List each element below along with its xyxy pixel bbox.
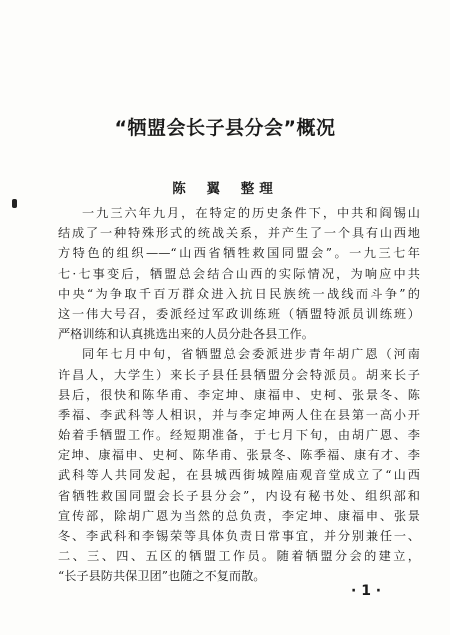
text-line: 始着手牺盟工作。经短期准备，于七月下旬，由胡广恩、李 xyxy=(58,428,420,443)
text-line: 季福、李武科等人相识，并与李定坤两人住在县第一高小开 xyxy=(58,407,420,422)
text-line: 二、三、四、五区的牺盟工作员。随着牺盟分会的建立， xyxy=(58,549,420,564)
page-number: · 1 · xyxy=(351,583,382,599)
text-line: 同年七月中旬，省牺盟总会委派进步青年胡广恩（河南 xyxy=(82,347,420,362)
text-line: 一九三六年九月，在特定的历史条件下，中共和阎锡山 xyxy=(82,206,420,220)
text-line: 武科等人共同发起，在县城西街城隍庙观音堂成立了“山西 xyxy=(58,468,420,483)
text-line: 中央“为争取千百万群众进入抗日民族统一战线而斗争”的 xyxy=(58,286,420,301)
text-line: “长子县防共保卫团”也随之不复而散。 xyxy=(58,569,266,584)
text-line: 县后，很快和陈华甫、李定坤、康福申、史柯、张景冬、陈 xyxy=(58,387,420,402)
text-line: 这一伟大号召，委派经过军政训练班（牺盟特派员训练班） xyxy=(58,306,420,321)
text-line: 省牺牲救国同盟会长子县分会”，内设有秘书处、组织部和 xyxy=(58,488,420,503)
text-line: 定坤、康福申、史柯、陈华甫、张景冬、陈季福、康有才、李 xyxy=(58,448,420,463)
text-line: 方特色的组织——“山西省牺牲救国同盟会”。一九三七年 xyxy=(58,246,420,261)
document-title: “牺盟会长子县分会”概况 xyxy=(114,117,336,139)
text-line: 宣传部，除胡广恩为当然的总负责，李定坤、康福申、张景 xyxy=(58,508,420,523)
author-line: 陈 翼 整理 xyxy=(172,181,278,197)
print-speck xyxy=(12,199,17,208)
text-line: 七·七事变后，牺盟总会结合山西的实际情况，为响应中共 xyxy=(58,266,420,281)
text-line: 严格训练和认真挑选出来的人员分赴各县工作。 xyxy=(58,327,314,342)
text-line: 许昌人，大学生）来长子县任县牺盟分会特派员。胡来长子 xyxy=(58,367,420,382)
text-line: 冬、李武科和李锡荣等具体负责日常事宜，并分别兼任一、 xyxy=(58,529,420,543)
text-line: 结成了一种特殊形式的统战关系，并产生了一个具有山西地 xyxy=(58,226,420,241)
body-text xyxy=(58,203,420,587)
